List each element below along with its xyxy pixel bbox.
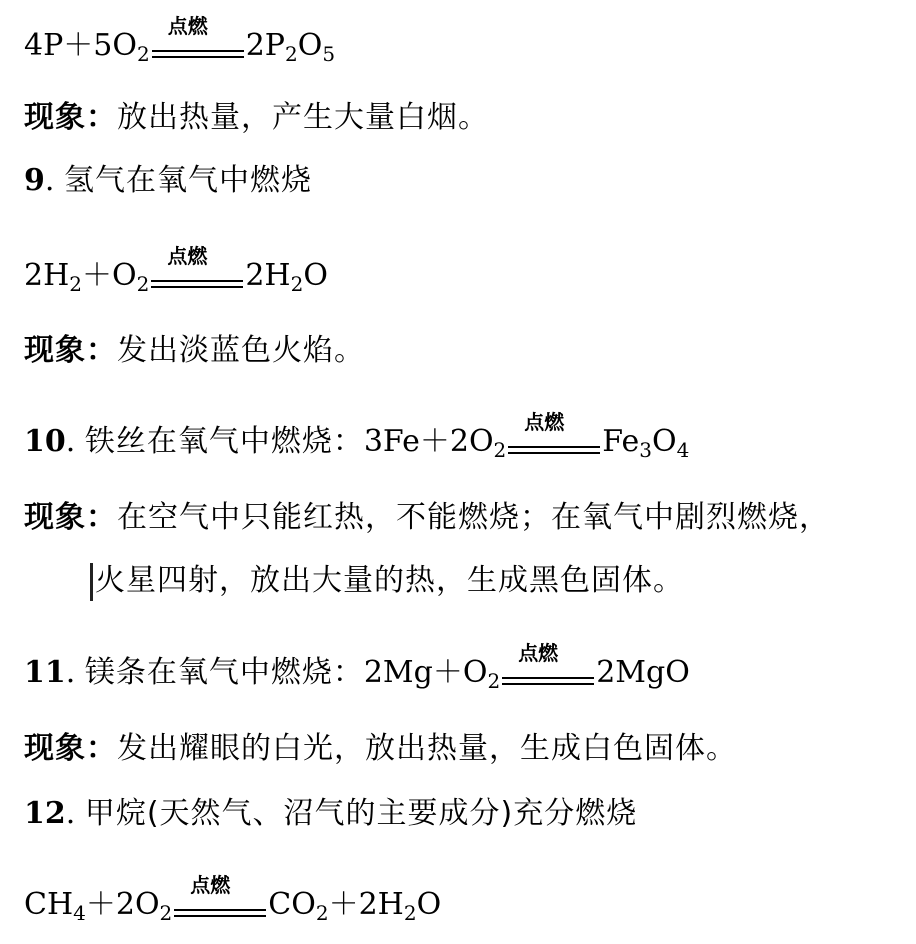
subscript: 2	[69, 272, 82, 296]
subscript: 2	[136, 42, 150, 66]
subscript: 3	[639, 438, 652, 462]
section-title: 镁条在氧气中燃烧：	[84, 655, 364, 690]
equation-part: 2H	[245, 258, 291, 293]
phenomenon-text: 在空气中只能红热，不能燃烧；在氧气中剧烈燃烧，	[117, 500, 830, 535]
subscript: 2	[159, 901, 173, 925]
phenomenon-hydrogen	[24, 333, 365, 369]
section-heading-10	[24, 410, 690, 462]
number-dot: .	[44, 163, 55, 198]
equation-part: ＋2O	[85, 887, 160, 922]
condition-text: 点燃	[167, 244, 208, 268]
equation-reactants: 4P＋5O	[24, 28, 137, 63]
section-number: 9	[24, 163, 45, 198]
phenomenon-label: 现象：	[24, 333, 117, 368]
phenomenon-text: 火星四射，放出大量的热，生成黑色固体。	[95, 563, 684, 598]
section-heading-11	[24, 641, 690, 693]
phenomenon-iron-continued	[90, 563, 684, 601]
equation-product-part: O	[297, 28, 323, 63]
subscript: 2	[284, 42, 298, 66]
phenomenon-label: 现象：	[24, 500, 117, 535]
equation-product: 2P	[245, 28, 285, 63]
phenomenon-phosphorus	[24, 100, 489, 136]
equation-methane	[24, 873, 442, 925]
text-cursor	[90, 563, 93, 601]
number-dot: .	[65, 424, 76, 459]
equation-part: CO	[268, 887, 316, 922]
subscript: 2	[290, 272, 304, 296]
section-title: 氢气在氧气中燃烧	[63, 163, 312, 198]
phenomenon-magnesium	[24, 731, 737, 767]
subscript: 2	[315, 901, 329, 925]
reaction-condition	[174, 873, 266, 923]
equation-part: 2H	[24, 258, 70, 293]
condition-text: 点燃	[167, 14, 208, 38]
equation-part: 3Fe＋2O	[363, 424, 494, 459]
reaction-condition	[508, 410, 600, 460]
subscript: 4	[676, 438, 690, 462]
equation-part: CH	[24, 887, 74, 922]
equation-part: 2MgO	[596, 655, 690, 690]
subscript: 2	[403, 901, 417, 925]
equation-part: ＋O	[81, 258, 137, 293]
reaction-condition	[152, 14, 244, 64]
section-number: 10	[24, 424, 66, 459]
section-title: 甲烷(天然气、沼气的主要成分)充分燃烧	[84, 796, 638, 831]
equation-part: 2Mg＋O	[363, 655, 488, 690]
phenomenon-iron	[24, 500, 830, 536]
number-dot: .	[65, 796, 76, 831]
subscript: 2	[487, 669, 501, 693]
reaction-condition	[502, 641, 594, 691]
equation-part: ＋2H	[328, 887, 404, 922]
reaction-condition	[151, 244, 243, 294]
phenomenon-text: 发出耀眼的白光，放出热量，生成白色固体。	[117, 731, 737, 766]
equation-part: O	[416, 887, 442, 922]
equation-part: Fe	[602, 424, 640, 459]
phenomenon-label: 现象：	[24, 100, 117, 135]
section-heading-9	[24, 163, 312, 199]
subscript: 5	[322, 42, 336, 66]
section-number: 12	[24, 796, 66, 831]
equation-hydrogen	[24, 244, 328, 296]
phenomenon-text: 发出淡蓝色火焰。	[117, 333, 365, 368]
section-title: 铁丝在氧气中燃烧：	[84, 424, 364, 459]
equation-phosphorus	[24, 14, 336, 66]
phenomenon-label: 现象：	[24, 731, 117, 766]
equation-part: O	[651, 424, 677, 459]
condition-text: 点燃	[524, 410, 565, 434]
condition-text: 点燃	[190, 873, 231, 897]
subscript: 4	[73, 901, 86, 925]
condition-text: 点燃	[518, 641, 559, 665]
subscript: 2	[493, 438, 507, 462]
phenomenon-text: 放出热量，产生大量白烟。	[117, 100, 489, 135]
section-heading-12	[24, 796, 637, 832]
section-number: 11	[24, 655, 66, 690]
equation-part: O	[303, 258, 328, 293]
number-dot: .	[65, 655, 76, 690]
subscript: 2	[136, 272, 150, 296]
